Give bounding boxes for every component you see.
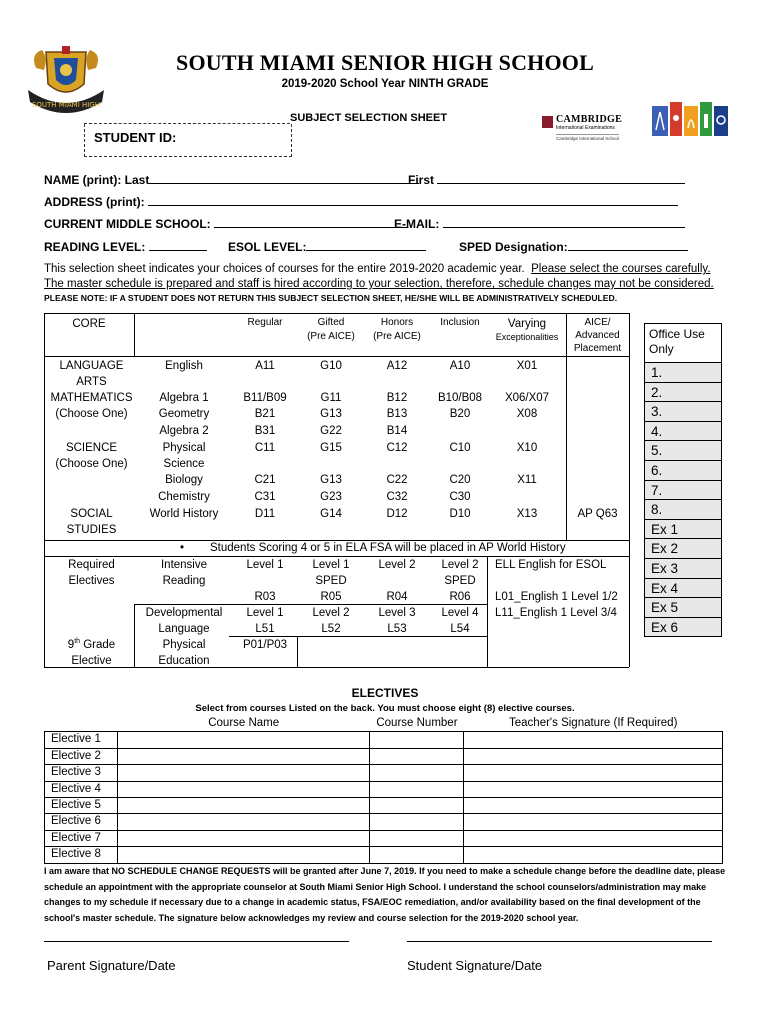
biology-gifted[interactable]: G13 (320, 474, 342, 486)
office-use-box[interactable]: Ex 5 (644, 598, 722, 618)
esol-level-field[interactable] (228, 239, 426, 254)
ell-line-2[interactable]: L01_English 1 Level 1/2 (495, 591, 618, 603)
science-label-2: (Choose One) (55, 458, 128, 470)
biology-varying[interactable]: X11 (517, 474, 537, 486)
sped-label: SPED Designation: (459, 240, 568, 254)
social-label-1: SOCIAL (70, 508, 113, 520)
email-line[interactable] (443, 216, 685, 228)
office-use-panel (644, 323, 722, 637)
header-regular: Regular (247, 317, 283, 328)
elective-course-number-cell[interactable] (370, 732, 464, 748)
dev-l52[interactable]: L52 (321, 623, 341, 635)
geometry-course: Geometry (158, 408, 210, 420)
elective-teacher-signature-cell[interactable] (464, 830, 723, 846)
office-use-box[interactable]: 7. (644, 481, 722, 501)
world-history-varying[interactable]: X13 (516, 508, 538, 520)
world-history-honors[interactable]: D12 (386, 508, 408, 520)
header-varying-sub: Exceptionalities (495, 332, 559, 342)
esol-level-label: ESOL LEVEL: (228, 240, 307, 254)
chemistry-honors[interactable]: C32 (386, 491, 408, 503)
chemistry-course: Chemistry (158, 491, 210, 503)
intensive-level2-sped-2: SPED (444, 575, 476, 587)
ap-note: Students Scoring 4 or 5 in ELA FSA will be placed in AP World History (210, 542, 566, 554)
world-history-gifted[interactable]: G14 (320, 508, 342, 520)
elective-row-label: Elective 2 (45, 748, 118, 764)
dev-level-3: Level 3 (378, 607, 416, 619)
elective-course-number-cell[interactable] (370, 765, 464, 781)
elective-course-number-cell[interactable] (370, 781, 464, 797)
english-honors[interactable]: A12 (386, 360, 408, 372)
elective-teacher-signature-cell[interactable] (464, 748, 723, 764)
elective-row (45, 732, 723, 748)
office-use-box[interactable]: Ex 6 (644, 618, 722, 638)
intensive-r06[interactable]: R06 (449, 591, 471, 603)
electives-subtitle: Select from courses Listed on the back. You must choose eight (8) elective courses. (195, 703, 575, 714)
office-use-box[interactable]: 4. (644, 422, 722, 442)
ninth-suffix: th (74, 638, 81, 646)
office-use-box[interactable]: 6. (644, 461, 722, 481)
instructions-line-1 (44, 263, 711, 275)
elective-teacher-signature-cell[interactable] (464, 781, 723, 797)
algebra1-varying[interactable]: X06/X07 (504, 392, 550, 404)
sped-line[interactable] (568, 239, 688, 251)
cambridge-shield-icon (542, 116, 553, 128)
elective-course-number-cell[interactable] (370, 748, 464, 764)
table-border-right (629, 313, 630, 667)
email-label: E-MAIL: (394, 217, 440, 231)
intensive-reading-2: Reading (162, 575, 206, 587)
elective-course-name-cell[interactable] (117, 798, 370, 814)
elective-row-label: Elective 3 (45, 765, 118, 781)
algebra2-course: Algebra 2 (159, 425, 209, 437)
physical-science-course-1: Physical (162, 442, 206, 454)
cambridge-logo (542, 114, 622, 146)
electives-header-course: Course Name (117, 716, 370, 732)
english-varying[interactable]: X01 (516, 360, 538, 372)
pe-course-2: Education (158, 655, 210, 667)
ninth-grade-label-1 (44, 637, 139, 653)
elective-course-number-cell[interactable] (370, 814, 464, 830)
math-label-2: (Choose One) (55, 408, 128, 420)
instructions-note-text: PLEASE NOTE: IF A STUDENT DOES NOT RETURN THIS SUBJECT SELECTION SHEET, HE/SHE WILL BE ADMINISTRATIVELY SCHEDULED (44, 293, 615, 303)
intensive-level1: Level 1 (246, 559, 284, 571)
world-history-inclusion[interactable]: D10 (449, 508, 471, 520)
elective-course-name-cell[interactable] (117, 748, 370, 764)
intensive-level1-sped-2: SPED (315, 575, 347, 587)
elective-course-name-cell[interactable] (117, 732, 370, 748)
chemistry-regular[interactable]: C31 (254, 491, 276, 503)
elective-teacher-signature-cell[interactable] (464, 798, 723, 814)
elective-teacher-signature-cell[interactable] (464, 847, 723, 863)
sped-field[interactable] (459, 239, 688, 254)
header-gifted-sub: (Pre AICE) (307, 331, 355, 342)
name-last-label: NAME (print): Last (44, 173, 150, 187)
electives-table (44, 716, 723, 864)
developmental-1: Developmental (145, 607, 223, 619)
algebra2-regular[interactable]: B31 (254, 425, 276, 437)
ell-line-1: ELL English for ESOL (495, 559, 607, 571)
geometry-honors[interactable]: B13 (386, 408, 408, 420)
elective-teacher-signature-cell[interactable] (464, 765, 723, 781)
electives-header-blank (45, 716, 118, 732)
intensive-level2-sped-1: Level 2 (441, 559, 479, 571)
dev-l51[interactable]: L51 (255, 623, 275, 635)
algebra1-course: Algebra 1 (159, 392, 209, 404)
intensive-level2: Level 2 (378, 559, 416, 571)
elective-row (45, 765, 723, 781)
physical-science-regular[interactable]: C11 (254, 442, 276, 454)
office-use-box[interactable]: Ex 1 (644, 520, 722, 540)
elective-teacher-signature-cell[interactable] (464, 814, 723, 830)
middle-school-label: CURRENT MIDDLE SCHOOL: (44, 217, 211, 231)
office-use-box[interactable]: 2. (644, 383, 722, 403)
ninth-grade-label-2: Elective (71, 655, 112, 667)
elective-row (45, 798, 723, 814)
elective-row (45, 748, 723, 764)
pe-code[interactable]: P01/P03 (242, 639, 288, 651)
cambridge-name: CAMBRIDGE (556, 114, 623, 125)
elective-row-label: Elective 6 (45, 814, 118, 830)
physical-science-gifted[interactable]: G15 (320, 442, 342, 454)
middle-school-line[interactable] (214, 216, 408, 228)
english-inclusion[interactable]: A10 (449, 360, 471, 372)
student-id-label: STUDENT ID: (94, 130, 177, 145)
electives-header-signature: Teacher's Signature (If Required) (464, 716, 723, 732)
instructions-line-2: The master schedule is prepared and staff is hired according to your selection, therefore, schedule changes may not be considered. (44, 278, 714, 290)
electives-header-row (45, 716, 723, 732)
biology-honors[interactable]: C22 (386, 474, 408, 486)
instructions-text-b: Please select the courses carefully. (531, 263, 711, 275)
dev-level-4: Level 4 (441, 607, 479, 619)
cambridge-sub: International Examinations (556, 125, 615, 131)
name-first-field[interactable] (408, 172, 685, 187)
instructions-text-a: This selection sheet indicates your choices of courses for the entire 2019-2020 academic year. (44, 263, 525, 275)
office-use-box[interactable]: Ex 2 (644, 539, 722, 559)
geometry-inclusion[interactable]: B20 (449, 408, 471, 420)
elective-row-label: Elective 8 (45, 847, 118, 863)
address-label: ADDRESS (print): (44, 195, 145, 209)
algebra1-honors[interactable]: B12 (386, 392, 408, 404)
physical-science-honors[interactable]: C12 (386, 442, 408, 454)
col-divider-1 (134, 313, 135, 356)
header-gifted: Gifted (317, 317, 345, 328)
elective-row (45, 830, 723, 846)
name-last-line[interactable] (149, 172, 419, 184)
reading-level-field[interactable] (44, 239, 207, 254)
elective-row-label: Elective 4 (45, 781, 118, 797)
middle-school-field[interactable] (44, 216, 408, 231)
header-inclusion: Inclusion (440, 317, 480, 328)
school-year-subtitle: 2019-2020 School Year NINTH GRADE (281, 78, 489, 90)
header-aice: AICE/ (584, 317, 611, 328)
lang-arts-label-2: ARTS (76, 376, 107, 388)
world-history-regular[interactable]: D11 (254, 508, 276, 520)
algebra1-inclusion[interactable]: B10/B08 (437, 392, 483, 404)
office-use-box[interactable]: Ex 4 (644, 579, 722, 599)
office-use-box[interactable]: 1. (644, 363, 722, 383)
algebra1-gifted[interactable]: G11 (320, 392, 342, 404)
english-regular[interactable]: A11 (255, 360, 275, 372)
elective-row (45, 814, 723, 830)
physical-science-varying[interactable]: X10 (516, 442, 538, 454)
algebra2-gifted[interactable]: G22 (320, 425, 342, 437)
pe-course-1: Physical (162, 639, 206, 651)
english-course: English (165, 360, 203, 372)
header-divider (44, 356, 629, 357)
school-name: SOUTH MIAMI SENIOR HIGH SCHOOL (176, 50, 594, 75)
science-label-1: SCIENCE (65, 442, 118, 454)
elective-course-name-cell[interactable] (117, 830, 370, 846)
ninth-number: 9 (67, 639, 75, 651)
schedule-disclaimer: I am aware that NO SCHEDULE CHANGE REQUESTS will be granted after June 7, 2019. If you need to make a schedule change before the deadline date, please schedule an appointment with the appropriate counselor at South Miami Senior High School. I understand the school counselors/administration may make changes to my schedule if necessary due to a change in academic status, FSA/EOC remediation, and/or availability based on the final development of the school's master schedule. The signature below acknowledges my review and course selection for the 2019-2020 school year. (44, 866, 726, 923)
math-label-1: MATHEMATICS (50, 392, 133, 404)
lang-arts-label-1: LANGUAGE (59, 360, 124, 372)
dev-l54[interactable]: L54 (450, 623, 470, 635)
chemistry-inclusion[interactable]: C30 (449, 491, 471, 503)
elective-course-number-cell[interactable] (370, 847, 464, 863)
electives-title: ELECTIVES (351, 686, 419, 700)
geometry-regular[interactable]: B21 (254, 408, 276, 420)
elective-course-name-cell[interactable] (117, 765, 370, 781)
elective-row-label: Elective 1 (45, 732, 118, 748)
social-label-2: STUDIES (66, 524, 117, 536)
student-signature-line[interactable] (407, 941, 712, 942)
developmental-2: Language (158, 623, 210, 635)
table-border-top (44, 313, 629, 314)
address-line[interactable] (148, 194, 678, 206)
header-varying: Varying (507, 318, 547, 330)
name-last-field[interactable] (44, 172, 419, 187)
header-honors: Honors (380, 317, 414, 328)
instructions-note: PLEASE NOTE: IF A STUDENT DOES NOT RETURN THIS SUBJECT SELECTION SHEET, HE/SHE WILL BE ADMINISTRATIVELY SCHEDULED. (44, 293, 618, 303)
intensive-level1-sped-1: Level 1 (312, 559, 350, 571)
office-use-box[interactable]: 3. (644, 402, 722, 422)
elective-course-number-cell[interactable] (370, 830, 464, 846)
esol-level-line[interactable] (306, 239, 426, 251)
email-field[interactable] (394, 216, 685, 231)
geometry-gifted[interactable]: G13 (320, 408, 342, 420)
name-first-label: First (408, 173, 435, 187)
elective-course-name-cell[interactable] (117, 781, 370, 797)
algebra1-regular[interactable]: B11/B09 (243, 392, 287, 404)
office-use-box[interactable]: Ex 3 (644, 559, 722, 579)
dev-level-2: Level 2 (312, 607, 350, 619)
biology-course: Biology (165, 474, 203, 486)
header-aice-sub2: Placement (573, 343, 622, 354)
intensive-r05[interactable]: R05 (320, 591, 342, 603)
world-history-ap[interactable]: AP Q63 (577, 508, 618, 520)
intensive-r04[interactable]: R04 (386, 591, 408, 603)
elective-row (45, 781, 723, 797)
electives-header-number: Course Number (370, 716, 464, 732)
geometry-varying[interactable]: X08 (516, 408, 538, 420)
crest-text: SOUTH MIAMI HIGH (31, 101, 101, 109)
parent-signature-label: Parent Signature/Date (47, 958, 176, 973)
address-field[interactable] (44, 194, 678, 209)
elective-row (45, 847, 723, 863)
reading-level-line[interactable] (149, 239, 207, 251)
physical-science-inclusion[interactable]: C10 (449, 442, 471, 454)
reading-level-label: READING LEVEL: (44, 240, 146, 254)
elective-course-name-cell[interactable] (117, 847, 370, 863)
required-label-2: Electives (68, 575, 115, 587)
elective-course-name-cell[interactable] (117, 814, 370, 830)
ninth-grade-word: Grade (80, 639, 116, 651)
header-core: CORE (72, 318, 106, 330)
dev-l53[interactable]: L53 (387, 623, 407, 635)
intensive-r03[interactable]: R03 (254, 591, 276, 603)
world-history-course: World History (149, 508, 219, 520)
elective-row-label: Elective 7 (45, 830, 118, 846)
elective-row-label: Elective 5 (45, 798, 118, 814)
header-honors-sub: (Pre AICE) (373, 331, 421, 342)
student-signature-label: Student Signature/Date (407, 958, 543, 973)
office-use-box[interactable]: 5. (644, 441, 722, 461)
header-aice-sub1: Advanced (575, 330, 620, 341)
cambridge-school: Cambridge International School (556, 136, 620, 141)
algebra2-honors[interactable]: B14 (386, 425, 408, 437)
parent-signature-line[interactable] (44, 941, 349, 942)
sheet-title: SUBJECT SELECTION SHEET (290, 112, 448, 124)
biology-regular[interactable]: C21 (254, 474, 276, 486)
name-first-line[interactable] (437, 172, 685, 184)
biology-inclusion[interactable]: C20 (449, 474, 471, 486)
office-use-title: Office Use Only (644, 323, 722, 363)
elective-course-number-cell[interactable] (370, 798, 464, 814)
physical-science-course-2: Science (163, 458, 205, 470)
required-label-1: Required (68, 559, 115, 571)
intensive-reading-1: Intensive (160, 559, 208, 571)
ell-line-3[interactable]: L11_English 1 Level 3/4 (495, 607, 617, 619)
english-gifted[interactable]: G10 (320, 360, 342, 372)
elective-teacher-signature-cell[interactable] (464, 732, 723, 748)
ap-note-bullet-icon: • (180, 542, 185, 554)
dev-level-1: Level 1 (246, 607, 284, 619)
arts-program-logo (650, 100, 730, 140)
office-use-box[interactable]: 8. (644, 500, 722, 520)
chemistry-gifted[interactable]: G23 (320, 491, 342, 503)
